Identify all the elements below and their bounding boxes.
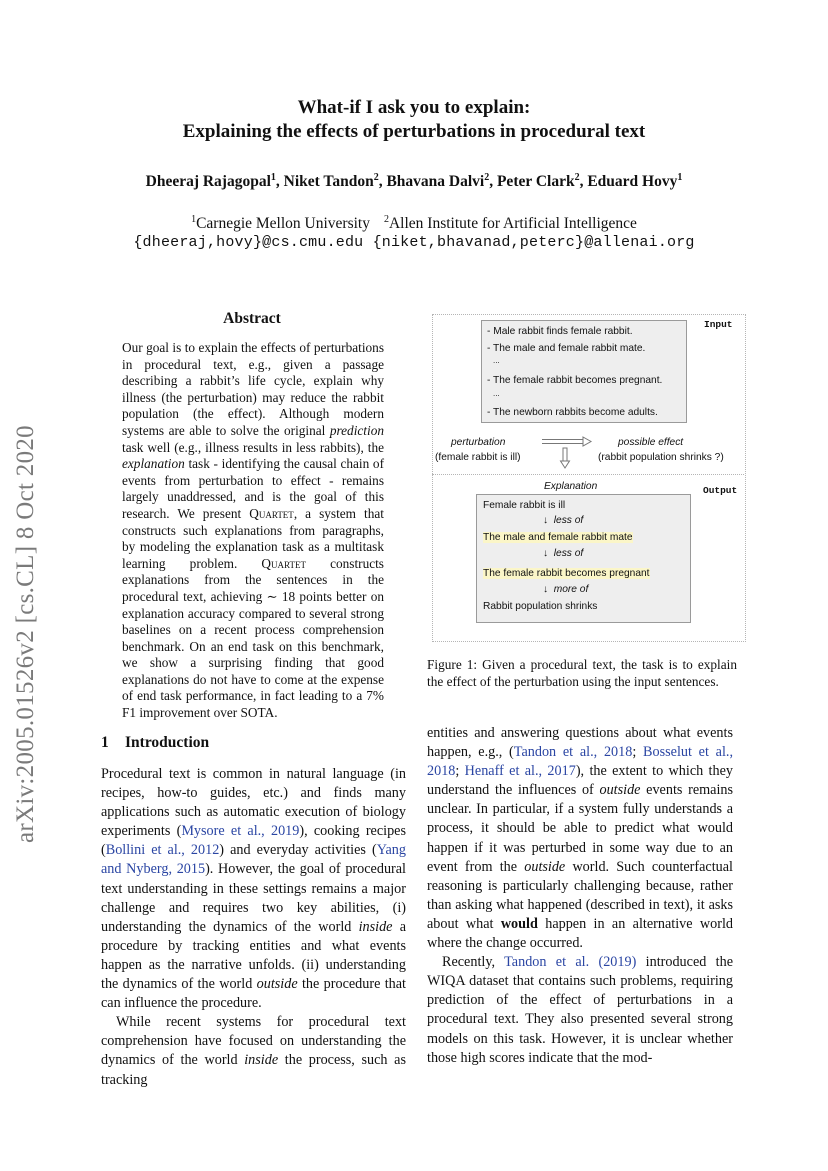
input-line: - The male and female rabbit mate. [487,343,646,354]
citation-link[interactable]: Tandon et al. (2019) [504,954,637,971]
citation-link[interactable]: Mysore et al., 2019 [181,823,300,840]
paragraph [427,724,733,953]
paragraph-text: ; [632,744,644,761]
paragraph-text: a procedure by tracking entities and what events happen as the narrative unfolds. (ii) understanding the dynamics of the world [101,918,406,993]
paragraph-text: the process, such as tracking [101,1052,406,1088]
citation-link[interactable]: Henaff et al., 2017 [464,763,576,780]
abstract-body [122,340,384,722]
paragraph-text: ) and everyday activities ( [219,842,377,859]
perturbation-value: (female rabbit is ill) [435,452,521,463]
affiliation-name: Allen Institute for Artificial Intelligence [388,215,637,233]
figure-1-caption: Figure 1: Given a procedural text, the task is to explain the effect of the perturbation using the input sentences. [427,657,737,689]
emphasis: outside [599,782,641,799]
chain-event: Rabbit population shrinks [483,601,598,612]
paragraph-text: Recently, [442,954,505,971]
emphasis: inside [244,1052,279,1069]
down-arrow-icon: ↓ [543,515,549,526]
system-name: Quartet [249,505,294,521]
input-line: - The newborn rabbits become adults. [487,407,658,418]
input-label: Input [704,319,733,330]
citation-link[interactable]: Bollini et al., 2012 [105,842,220,859]
paper-title-line-1: What-if I ask you to explain: [297,97,531,118]
emphasis: explanation [122,456,185,472]
down-arrow-icon [561,448,570,468]
emphasis: inside [358,918,393,935]
input-ellipsis: ... [493,356,500,365]
paragraph [427,953,733,1068]
abstract-text: task - identifying the causal chain of events from perturbation to effect - remains largely unaddressed, and is the goal of this research. We present [122,456,384,521]
arxiv-stamp[interactable]: arXiv:2005.01526v2 [cs.CL] 8 Oct 2020 [12,425,39,843]
bold-emphasis: would [500,915,538,932]
citation-link[interactable]: Tandon et al., 2018 [513,744,633,761]
affiliation-name: Carnegie Mellon University [196,215,370,233]
paragraph-text: While recent systems for procedural text comprehension have focused on understanding the dynamics of the world [101,1014,406,1069]
section-heading [101,734,209,752]
chain-event-highlighted: The male and female rabbit mate [483,532,633,543]
paragraph-text: ), the extent to which they understand the influences of [427,763,733,799]
author-name: Dheeraj Rajagopal [145,173,271,191]
paragraph [101,765,406,1013]
paragraph [101,1013,406,1089]
paragraph-text: ). However, the goal of procedural text understanding in these settings remains a major challenge and requires two key abilities, (i) understanding the dynamics of the world [101,861,406,935]
abstract-text: task well (e.g., illness results in less rabbits), the [122,439,384,455]
flow-arrows [540,436,596,470]
paragraph-text: entities and answering questions about what events happen, e.g., ( [427,725,733,761]
abstract-text: , a system that constructs such explanations from paragraphs, by modeling the explanation task as a multitask learning problem. [122,505,384,571]
author-affiliation-mark: 2 [373,172,379,183]
chain-relation: ↓ more of [543,584,589,595]
chain-event: Female rabbit is ill [483,500,566,511]
emphasis: outside [256,976,298,993]
author-name: Bhavana Dalvi [386,173,485,191]
abstract-text: Our goal is to explain the effects of perturbations in procedural text, e.g., given a passage describing a rabbit’s life cycle, explain why illness (the perturbation) may reduce the rabbit population (the effect). Although modern systems are able to solve the original [122,340,384,438]
effect-label: possible effect [618,437,684,448]
down-arrow-icon: ↓ [543,548,549,559]
paragraph-text: ; [455,763,465,780]
paragraph-text: Procedural text is common in natural language (in recipes, how-to guides, etc.) and finds many applications such as automatic execution of biology experiments ( [101,766,406,840]
right-arrow-icon [542,437,591,446]
left-column-text [101,765,406,1090]
chain-event-highlighted: The female rabbit becomes pregnant [483,568,650,579]
section-title: Introduction [125,734,210,751]
perturbation-label: perturbation [451,437,506,448]
input-line: - Male rabbit finds female rabbit. [487,326,633,337]
chain-relation: ↓ less of [543,548,584,559]
paragraph-text: events remains unclear. In particular, if a system fully understands a process, it should be able to predict what would happen if it was perturbed in some way due to an event from the [427,782,734,875]
paragraph-text: introduced the WIQA dataset that contains such problems, requiring prediction of the effect of perturbations in a procedural text. They also presented several strong models on this task. However, it is unclear whether those high scores indicate that the mod- [427,954,733,1066]
effect-value: (rabbit population shrinks ?) [598,452,724,463]
paragraph-text: world. Such counterfactual reasoning is particularly challenging because, rather than asking what happened (described in text), it asks about what [427,858,733,932]
author-affiliation-mark: 2 [574,172,580,183]
explanation-label: Explanation [544,481,598,492]
author-name: Niket Tandon [283,173,374,191]
author-emails: {dheeraj,hovy}@cs.cmu.edu {niket,bhavanad,peterc}@allenai.org [133,234,695,251]
figure-divider [432,474,744,475]
section-number: 1 [101,734,109,751]
emphasis: outside [524,858,566,875]
input-ellipsis: ... [493,389,500,398]
author-name: Eduard Hovy [587,173,678,191]
citation-link[interactable]: Yang and Nyberg, 2015 [101,842,406,878]
author-affiliation-mark: 1 [270,172,276,183]
affiliation-mark: 1 [191,214,197,225]
author-list: Dheeraj Rajagopal$^1$, Niket Tandon$^2$, Bhavana Dalvi$^2$, Peter Clark$^2$, Eduard Hovy$^1$ [145,172,683,191]
citation-link[interactable]: Bosselut et al., 2018 [427,744,733,780]
emphasis: prediction [329,422,384,438]
chain-relation: ↓ less of [543,515,584,526]
right-column-text [427,724,733,1068]
paragraph-text: the procedure that can influence the procedure. [101,976,406,1012]
output-label: Output [703,485,738,496]
abstract-text: constructs explanations from the sentences in the procedural text, achieving ∼ 18 points better on explanation accuracy compared to several strong baselines on a recent process comprehension benchmark. On an end task on this benchmark, we show a surprising finding that good explanations do not have to come at the expense of end task performance, in fact leading to a 7% F1 improvement over SOTA. [122,555,384,721]
author-affiliation-mark: 2 [484,172,490,183]
input-line: - The female rabbit becomes pregnant. [487,375,663,386]
affiliation-mark: 2 [383,214,389,225]
affiliations [0,214,828,233]
paper-title-line-2: Explaining the effects of perturbations in procedural text [182,121,646,142]
paragraph-text: happen in an alternative world where the change occurred. [427,915,733,952]
paragraph-text: ), cooking recipes ( [101,823,407,859]
author-name: Peter Clark [496,173,575,191]
abstract-heading: Abstract [223,310,281,327]
system-name: Quartet [261,555,306,571]
down-arrow-icon: ↓ [543,584,549,595]
author-affiliation-mark: 1 [677,172,683,183]
